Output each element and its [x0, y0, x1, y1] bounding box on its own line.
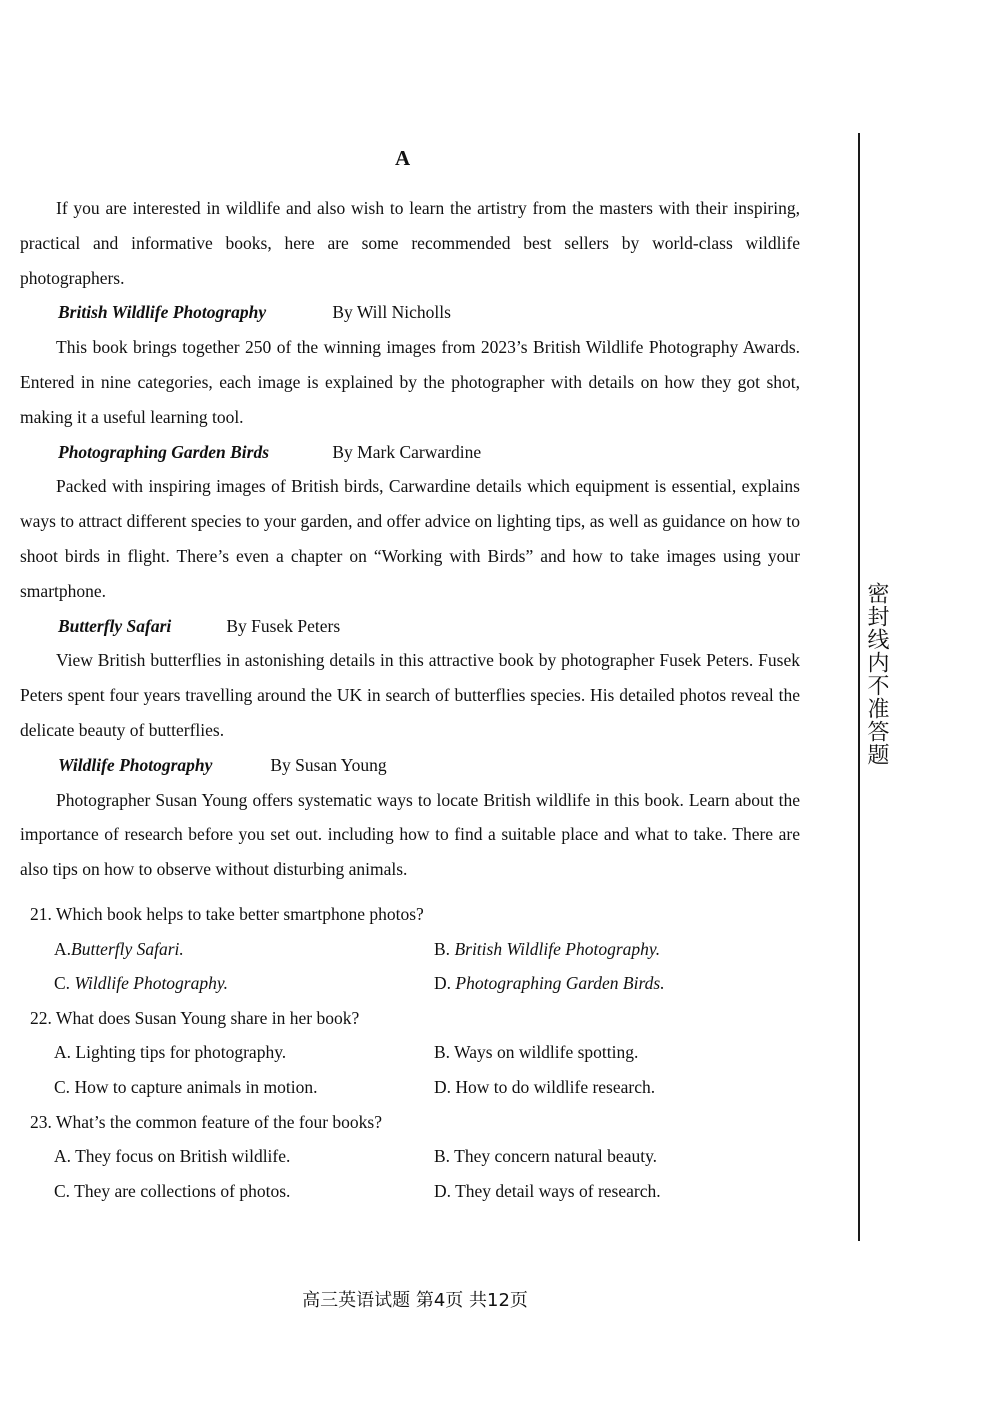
book-heading-4 — [20, 748, 800, 783]
book-title: Photographing Garden Birds — [58, 441, 270, 462]
passage-intro: If you are interested in wildlife and also wish to learn the artistry from the masters with their inspiring, practical and informative books, here are some recommended best sellers by world-class wildlife photographers. — [20, 198, 800, 288]
option-letter: C. — [54, 1076, 71, 1097]
option-b[interactable] — [410, 1139, 790, 1174]
book-description: View British butterflies in astonishing details in this attractive book by photographer Fusek Peters. Fusek Peters spent four years travelling around the UK in search of butterflies species. His detailed photos reveal the delicate beauty of butterflies. — [20, 650, 800, 740]
option-letter: C. — [54, 1180, 71, 1201]
option-text: How to capture animals in motion. — [74, 1076, 318, 1097]
book-title: British Wildlife Photography — [58, 302, 267, 323]
option-row — [30, 1174, 790, 1209]
section-title: A — [395, 146, 411, 170]
option-text: Photographing Garden Birds. — [455, 973, 665, 994]
book-description: Packed with inspiring images of British birds, Carwardine details which equipment is essential, explains ways to attract different species to your garden, and offer advice on lighting tips, as well as guidance on how to shoot birds in flight. There’s even a chapter on “Working with Birds” and how to take images using your smartphone. — [20, 476, 800, 601]
option-text: Ways on wildlife spotting. — [454, 1042, 639, 1063]
option-letter: B. — [434, 938, 451, 959]
option-text: How to do wildlife research. — [455, 1076, 656, 1097]
book-author: By Fusek Peters — [226, 615, 341, 636]
option-text: British Wildlife Photography. — [454, 938, 661, 959]
option-row — [30, 966, 790, 1001]
option-letter: B. — [434, 1042, 451, 1063]
option-text: They detail ways of research. — [455, 1180, 661, 1201]
book-author: By Susan Young — [270, 754, 387, 775]
question-stem: 22. What does Susan Young share in her book? — [30, 1007, 360, 1028]
option-letter: D. — [434, 1180, 452, 1201]
option-d[interactable] — [410, 1174, 790, 1209]
option-text: Butterfly Safari. — [71, 938, 184, 959]
option-b[interactable] — [410, 1035, 790, 1070]
option-letter: D. — [434, 973, 452, 994]
option-letter: D. — [434, 1076, 452, 1097]
reading-passage — [20, 191, 800, 887]
option-a[interactable] — [30, 1139, 410, 1174]
book-description: This book brings together 250 of the winning images from 2023’s British Wildlife Photography Awards. Entered in nine categories, each image is explained by the photographer with details on how they got shot, making it a useful learning tool. — [20, 337, 800, 427]
option-row — [30, 1070, 790, 1105]
question-23 — [30, 1105, 790, 1209]
option-letter: A. — [54, 938, 72, 959]
option-d[interactable] — [410, 966, 790, 1001]
option-letter: A. — [54, 1146, 72, 1167]
option-text: Lighting tips for photography. — [75, 1042, 287, 1063]
book-heading-2 — [20, 435, 800, 470]
book-description: Photographer Susan Young offers systematic ways to locate British wildlife in this book. Learn about the importance of research before you set out. including how to find a suitable place and what to take. There are also tips on how to observe without disturbing animals. — [20, 789, 800, 880]
option-text: Wildlife Photography. — [74, 973, 229, 994]
book-author: By Will Nicholls — [332, 302, 451, 323]
seal-notice: 密封线内不准答题 — [860, 582, 888, 766]
option-row — [30, 1139, 790, 1174]
book-author: By Mark Carwardine — [332, 441, 482, 462]
option-letter: C. — [54, 973, 71, 994]
option-text: They focus on British wildlife. — [75, 1146, 291, 1167]
book-title: Wildlife Photography — [58, 754, 213, 775]
option-c[interactable] — [30, 1070, 410, 1105]
book-heading-3 — [20, 609, 800, 644]
page-footer: 高三英语试题 第4页 共12页 — [302, 1290, 528, 1311]
question-stem: 23. What’s the common feature of the four books? — [30, 1111, 383, 1132]
option-a[interactable] — [30, 1035, 410, 1070]
question-22 — [30, 1001, 790, 1105]
option-row — [30, 1035, 790, 1070]
option-c[interactable] — [30, 966, 410, 1001]
book-heading-1 — [20, 295, 800, 330]
question-list — [30, 897, 790, 1208]
question-21 — [30, 897, 790, 1001]
option-letter: B. — [434, 1146, 451, 1167]
book-title: Butterfly Safari — [58, 615, 172, 636]
option-text: They concern natural beauty. — [454, 1146, 658, 1167]
option-b[interactable] — [410, 932, 790, 967]
option-d[interactable] — [410, 1070, 790, 1105]
question-stem: 21. Which book helps to take better smartphone photos? — [30, 904, 424, 924]
option-letter: A. — [54, 1042, 72, 1063]
option-text: They are collections of photos. — [74, 1180, 291, 1201]
option-c[interactable] — [30, 1174, 410, 1209]
option-row — [30, 932, 790, 967]
option-a[interactable] — [30, 932, 410, 967]
